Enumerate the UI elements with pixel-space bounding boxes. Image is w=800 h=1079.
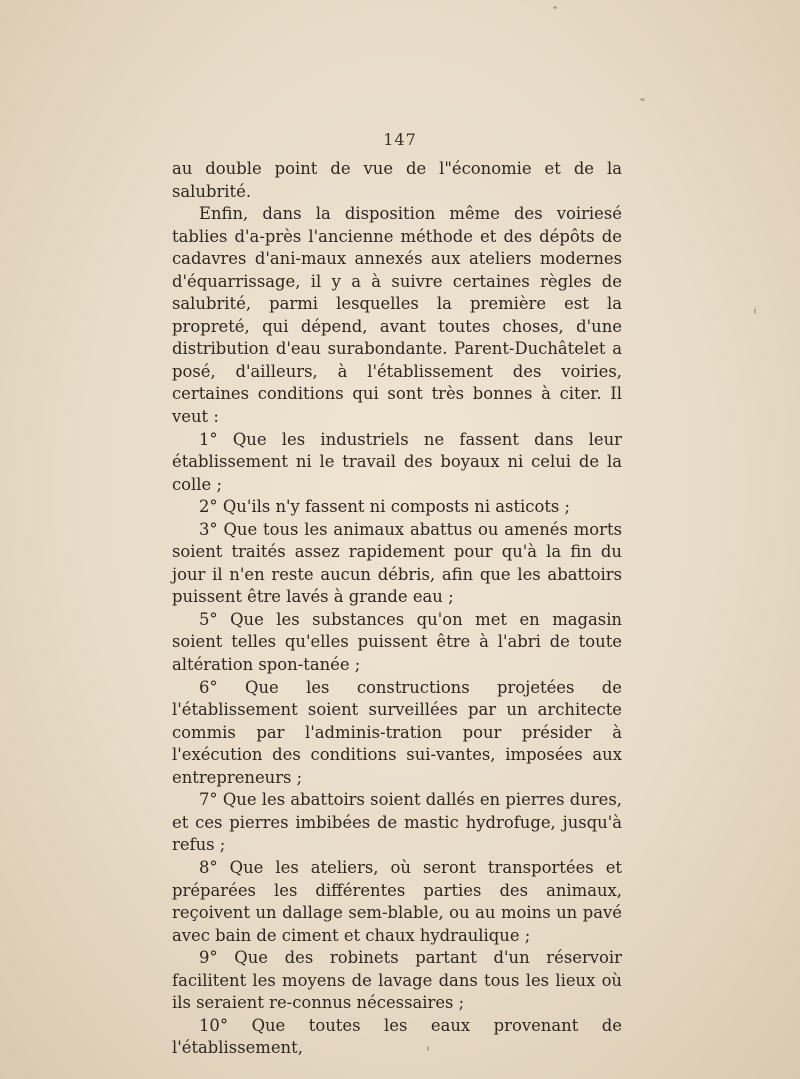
condition-6: 6° Que les constructions projetées de l'établissement soient surveillées par un architecte commis par l'adminis-tration pour présider à l'exécution des conditions sui-vantes, imposées aux entrepreneurs ; — [172, 677, 622, 787]
page-number: 147 — [383, 130, 417, 149]
condition-7: 7° Que les abattoirs soient dallés en pierres dures, et ces pierres imbibées de mastic hydrofuge, jusqu'à refus ; — [172, 790, 622, 855]
paragraph-continuation: au double point de vue de l"économie et de la salubrité. — [172, 159, 622, 201]
paper-speck — [754, 308, 756, 314]
condition-8: 8° Que les ateliers, où seront transportées et préparées les différentes parties des animaux, reçoivent un dallage sem-blable, ou au moins un pavé avec bain de ciment et chaux hydraulique ; — [172, 857, 622, 945]
paragraph-intro: Enfin, dans la disposition même des voiriesé tablies d'a-près l'ancienne méthode et des dépôts de cadavres d'ani-maux annexés aux ateliers modernes d'équarrissage, il y a à suivre certaines règles de salubrité, parmi lesquelles la première est la propreté, qui dépend, avant toutes choses, d'une distribution d'eau surabondante. Parent-Duchâtelet a posé, d'ailleurs, à l'établissement des voiries, certaines conditions qui sont très bonnes à citer. Il veut : — [172, 204, 622, 427]
condition-5: 5° Que les substances qu'on met en magasin soient telles qu'elles puissent être à l'abri de toute altération spon-tanée ; — [172, 609, 622, 675]
condition-10: 10° Que toutes les eaux provenant de l'établissement, — [172, 1015, 622, 1058]
body-text — [172, 158, 622, 1060]
paper-speck — [640, 98, 645, 101]
condition-2: 2° Qu'ils n'y fassent ni composts ni asticots ; — [199, 497, 571, 517]
condition-1: 1° Que les industriels ne fassent dans leur établissement ni le travail des boyaux ni celui de la colle ; — [172, 429, 622, 494]
paper-speck — [553, 6, 557, 9]
condition-3: 3° Que tous les animaux abattus ou amenés morts soient traités assez rapidement pour qu'à la fin du jour il n'en reste aucun débris, afin que les abattoirs puissent être lavés à grande eau ; — [172, 519, 622, 607]
condition-9: 9° Que des robinets partant d'un réservoir facilitent les moyens de lavage dans tous les lieux où ils seraient re-connus nécessaires ; — [172, 948, 622, 1013]
paper-speck — [427, 1046, 429, 1051]
